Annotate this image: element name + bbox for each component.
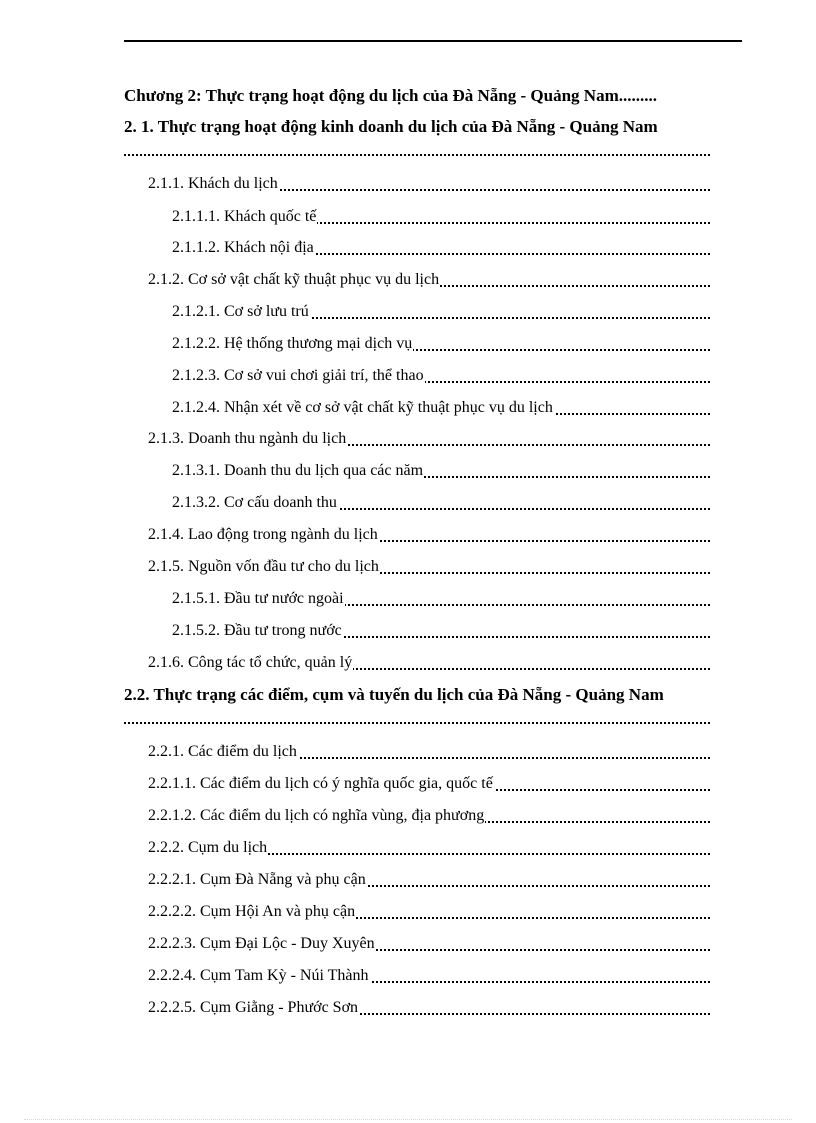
toc-entry-label: 2.2.2. Cụm du lịch <box>148 839 268 856</box>
toc-entry[interactable] <box>172 364 710 388</box>
toc-entry-label: 2.1.5.2. Đầu tư trong nước <box>172 622 342 639</box>
toc-entry[interactable] <box>148 836 710 860</box>
toc-entry-label: 2.1.1.2. Khách nội địa <box>172 239 314 256</box>
chapter-trail: ......... <box>618 86 657 105</box>
toc-entry[interactable] <box>148 523 710 547</box>
toc-entry[interactable] <box>172 236 710 260</box>
toc-entry[interactable] <box>172 300 710 324</box>
toc-entry-label: 2.2.1.2. Các điểm du lịch có nghĩa vùng, địa phương <box>148 807 485 824</box>
toc-entry-label: 2.2.2.4. Cụm Tam Kỳ - Núi Thành <box>148 967 369 984</box>
toc-entry[interactable] <box>148 427 710 451</box>
toc-entry-label: 2.2.2.5. Cụm Giằng - Phước Sơn <box>148 999 359 1016</box>
page-edge-rule <box>24 1119 792 1120</box>
section-2-2-title: 2.2. Thực trạng các điểm, cụm và tuyến du lịch của Đà Nẵng - Quảng Nam <box>124 685 664 704</box>
toc-entry[interactable] <box>148 555 710 579</box>
chapter-title: Chương 2: Thực trạng hoạt động du lịch của Đà Nẵng - Quảng Nam <box>124 86 619 105</box>
toc-entry-label: 2.1.2.1. Cơ sở lưu trú <box>172 303 309 320</box>
toc-entry-label: 2.2.2.3. Cụm Đại Lộc - Duy Xuyên <box>148 935 375 952</box>
toc-entry[interactable] <box>172 587 710 611</box>
toc-entry-label: 2.1.2.4. Nhận xét về cơ sở vật chất kỹ thuật phục vụ du lịch <box>172 399 553 416</box>
toc-entry[interactable] <box>148 900 710 924</box>
toc-entry[interactable] <box>172 491 710 515</box>
toc-entry[interactable] <box>172 205 710 229</box>
toc-entry[interactable] <box>172 619 710 643</box>
section-2-1-title: 2. 1. Thực trạng hoạt động kinh doanh du lịch của Đà Nẵng - Quảng Nam <box>124 117 658 136</box>
toc-entry-label: 2.1.5.1. Đầu tư nước ngoài <box>172 590 344 607</box>
toc-entry[interactable] <box>148 964 710 988</box>
toc-entry-label: 2.1.1.1. Khách quốc tế <box>172 208 317 225</box>
toc-section-2-1[interactable] <box>124 115 754 139</box>
header-rule <box>124 40 742 42</box>
toc-entry-label: 2.1.2.2. Hệ thống thương mại dịch vụ <box>172 335 413 352</box>
toc-entry[interactable] <box>172 396 710 420</box>
toc-entry-label: 2.2.1.1. Các điểm du lịch có ý nghĩa quốc gia, quốc tế <box>148 775 493 792</box>
section-2-2-leader <box>124 722 710 724</box>
toc-section-2-2[interactable] <box>124 683 754 707</box>
toc-entry[interactable] <box>172 459 710 483</box>
toc-entry-label: 2.1.1. Khách du lịch <box>148 175 278 192</box>
toc-entry-label: 2.1.3. Doanh thu ngành du lịch <box>148 430 347 447</box>
toc-entry-label: 2.2.1. Các điểm du lịch <box>148 743 297 760</box>
toc-chapter-heading[interactable] <box>124 84 724 108</box>
toc-entry-label: 2.1.2.3. Cơ sở vui chơi giải trí, thể thao <box>172 367 424 384</box>
toc-entry[interactable] <box>148 868 710 892</box>
toc-entry-label: 2.1.3.1. Doanh thu du lịch qua các năm <box>172 462 424 479</box>
section-2-1-leader <box>124 154 710 156</box>
toc-entry[interactable] <box>148 932 710 956</box>
toc-entry-label: 2.1.5. Nguồn vốn đầu tư cho du lịch <box>148 558 379 575</box>
toc-entry-label: 2.1.3.2. Cơ cấu doanh thu <box>172 494 337 511</box>
toc-entry-label: 2.2.2.2. Cụm Hội An và phụ cận <box>148 903 356 920</box>
toc-entry-label: 2.1.6. Công tác tổ chức, quản lý <box>148 654 353 671</box>
toc-entry[interactable] <box>172 332 710 356</box>
toc-entry[interactable] <box>148 740 710 764</box>
toc-entry[interactable] <box>148 804 710 828</box>
toc-entry-label: 2.2.2.1. Cụm Đà Nẵng và phụ cận <box>148 871 366 888</box>
toc-entry[interactable] <box>148 268 710 292</box>
toc-entry[interactable] <box>148 172 710 196</box>
toc-entry[interactable] <box>148 996 710 1020</box>
toc-entry[interactable] <box>148 772 710 796</box>
toc-entry-label: 2.1.4. Lao động trong ngành du lịch <box>148 526 378 543</box>
toc-entry-label: 2.1.2. Cơ sở vật chất kỹ thuật phục vụ du lịch <box>148 271 440 288</box>
toc-entry[interactable] <box>148 651 710 675</box>
